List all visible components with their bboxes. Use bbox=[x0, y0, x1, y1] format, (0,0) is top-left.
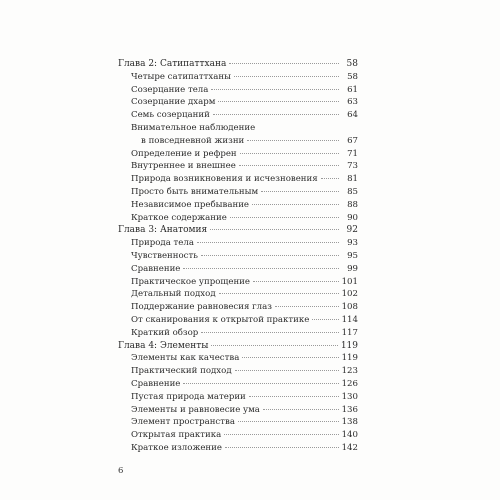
toc-entry-page: 92 bbox=[346, 225, 358, 236]
toc-entry-page: 108 bbox=[341, 302, 358, 313]
toc-entry-title: Созерцание тела bbox=[131, 84, 209, 95]
toc-entry-page: 123 bbox=[341, 366, 358, 377]
table-of-contents bbox=[118, 58, 358, 455]
dot-leader bbox=[253, 281, 339, 282]
toc-entry-title: Глава 3: Анатомия bbox=[118, 225, 208, 236]
toc-entry-title: Просто быть внимательным bbox=[131, 186, 259, 197]
toc-entry-title: Внимательное наблюдение bbox=[131, 122, 256, 133]
toc-entry-page: 138 bbox=[341, 417, 358, 428]
toc-entry-title: Независимое пребывание bbox=[131, 199, 250, 210]
toc-entry bbox=[118, 71, 358, 84]
dot-leader bbox=[321, 178, 339, 179]
toc-entry-title: Созерцание дхарм bbox=[131, 97, 216, 108]
toc-entry bbox=[118, 276, 358, 289]
toc-entry-page: 102 bbox=[341, 289, 358, 300]
toc-entry bbox=[118, 96, 358, 109]
toc-entry-page: 61 bbox=[347, 84, 358, 95]
dot-leader bbox=[211, 89, 339, 90]
dot-leader bbox=[201, 255, 339, 256]
toc-entry bbox=[118, 352, 358, 365]
toc-chapter-entry bbox=[118, 340, 358, 353]
dot-leader bbox=[183, 383, 338, 384]
toc-entry-title: Сравнение bbox=[131, 378, 181, 389]
dot-leader bbox=[247, 140, 339, 141]
dot-leader bbox=[201, 332, 338, 333]
dot-leader bbox=[312, 319, 338, 320]
toc-entry-title: Природа тела bbox=[131, 238, 194, 249]
toc-entry bbox=[118, 148, 358, 161]
toc-chapter-entry bbox=[118, 224, 358, 237]
dot-leader bbox=[235, 370, 339, 371]
toc-entry-title: Семь созерцаний bbox=[131, 110, 210, 121]
toc-entry-title: Глава 2: Сатипаттхана bbox=[118, 59, 227, 69]
dot-leader bbox=[242, 357, 338, 358]
toc-entry-page: 119 bbox=[341, 353, 358, 364]
dot-leader bbox=[239, 165, 339, 166]
toc-entry bbox=[118, 391, 358, 404]
dot-leader bbox=[230, 217, 339, 218]
toc-chapter-entry bbox=[118, 58, 358, 71]
toc-entry-page: 81 bbox=[347, 174, 358, 185]
toc-entry-title: Детальный подход bbox=[131, 289, 216, 300]
toc-entry-page: 90 bbox=[347, 212, 358, 223]
toc-entry bbox=[118, 250, 358, 263]
toc-entry-title: Краткое содержание bbox=[131, 212, 227, 223]
toc-entry bbox=[118, 288, 358, 301]
toc-entry bbox=[118, 160, 358, 173]
toc-entry-title: Четыре сатипаттханы bbox=[131, 71, 231, 82]
toc-entry-page: 101 bbox=[341, 276, 358, 287]
toc-entry-page: 126 bbox=[341, 378, 358, 389]
dot-leader bbox=[275, 306, 339, 307]
toc-entry-page: 130 bbox=[341, 391, 358, 402]
toc-entry-title: От сканирования к открытой практике bbox=[131, 314, 310, 325]
toc-entry bbox=[118, 122, 358, 135]
dot-leader bbox=[240, 153, 339, 154]
toc-entry-page: 136 bbox=[341, 404, 358, 415]
toc-entry bbox=[118, 263, 358, 276]
dot-leader bbox=[234, 76, 339, 77]
dot-leader bbox=[238, 421, 339, 422]
toc-entry-title: Внутреннее и внешнее bbox=[131, 161, 236, 172]
dot-leader bbox=[211, 345, 337, 346]
toc-entry bbox=[118, 404, 358, 417]
dot-leader bbox=[183, 268, 339, 269]
toc-entry-title: Сравнение bbox=[131, 263, 181, 274]
dot-leader bbox=[210, 229, 339, 230]
toc-entry bbox=[118, 378, 358, 391]
toc-entry-title: Поддержание равновесия глаз bbox=[131, 302, 272, 313]
toc-entry bbox=[118, 212, 358, 225]
toc-entry-page: 58 bbox=[346, 59, 358, 69]
toc-entry-page: 117 bbox=[341, 327, 358, 338]
toc-entry bbox=[118, 301, 358, 314]
dot-leader bbox=[197, 242, 339, 243]
toc-entry-title: Природа возникновения и исчезновения bbox=[131, 174, 318, 185]
toc-entry-title: Элементы как качества bbox=[131, 353, 240, 364]
toc-entry-page: 99 bbox=[347, 263, 358, 274]
toc-entry bbox=[118, 109, 358, 122]
dot-leader bbox=[219, 293, 339, 294]
toc-entry-page: 85 bbox=[347, 186, 358, 197]
toc-entry-title: Элементы и равновесие ума bbox=[131, 404, 260, 415]
dot-leader bbox=[261, 191, 339, 192]
dot-leader bbox=[263, 409, 339, 410]
toc-entry-page: 73 bbox=[347, 161, 358, 172]
toc-entry-title: Краткое изложение bbox=[131, 442, 222, 453]
toc-entry bbox=[118, 237, 358, 250]
toc-entry-title: Практический подход bbox=[131, 366, 232, 377]
dot-leader bbox=[252, 204, 339, 205]
toc-entry bbox=[118, 135, 358, 148]
toc-entry-title: Краткий обзор bbox=[131, 327, 199, 338]
dot-leader bbox=[218, 101, 339, 102]
toc-entry-page: 63 bbox=[347, 97, 358, 108]
toc-entry-title: Практическое упрощение bbox=[131, 276, 250, 287]
toc-entry bbox=[118, 442, 358, 455]
toc-entry-title: Глава 4: Элементы bbox=[118, 340, 209, 351]
toc-entry bbox=[118, 429, 358, 442]
toc-entry-page: 88 bbox=[347, 199, 358, 210]
dot-leader bbox=[224, 434, 338, 435]
page-number: 6 bbox=[118, 466, 124, 476]
toc-entry-title: Элемент пространства bbox=[131, 417, 235, 428]
toc-entry-title: Открытая практика bbox=[131, 430, 222, 441]
toc-entry-page: 64 bbox=[347, 110, 358, 121]
dot-leader bbox=[249, 396, 339, 397]
toc-entry-page: 114 bbox=[341, 314, 358, 325]
dot-leader bbox=[225, 447, 339, 448]
toc-entry bbox=[118, 186, 358, 199]
toc-entry-page: 93 bbox=[347, 238, 358, 249]
toc-entry bbox=[118, 327, 358, 340]
toc-entry bbox=[118, 416, 358, 429]
dot-leader bbox=[213, 114, 339, 115]
toc-entry bbox=[118, 365, 358, 378]
toc-entry-page: 67 bbox=[347, 135, 358, 146]
toc-entry-page: 140 bbox=[341, 430, 358, 441]
toc-entry bbox=[118, 199, 358, 212]
toc-entry-page: 58 bbox=[347, 71, 358, 82]
toc-entry bbox=[118, 314, 358, 327]
toc-entry-page: 71 bbox=[347, 148, 358, 159]
toc-entry-title: Чувственность bbox=[131, 250, 198, 261]
toc-entry-title: Определение и рефрен bbox=[131, 148, 237, 159]
dot-leader bbox=[229, 63, 339, 64]
toc-entry bbox=[118, 173, 358, 186]
toc-entry-page: 95 bbox=[347, 250, 358, 261]
toc-entry-title: Пустая природа материи bbox=[131, 391, 246, 402]
toc-entry-page: 142 bbox=[341, 442, 358, 453]
toc-entry-page: 119 bbox=[340, 340, 358, 351]
toc-entry bbox=[118, 84, 358, 97]
toc-entry-title: в повседневной жизни bbox=[141, 135, 245, 146]
